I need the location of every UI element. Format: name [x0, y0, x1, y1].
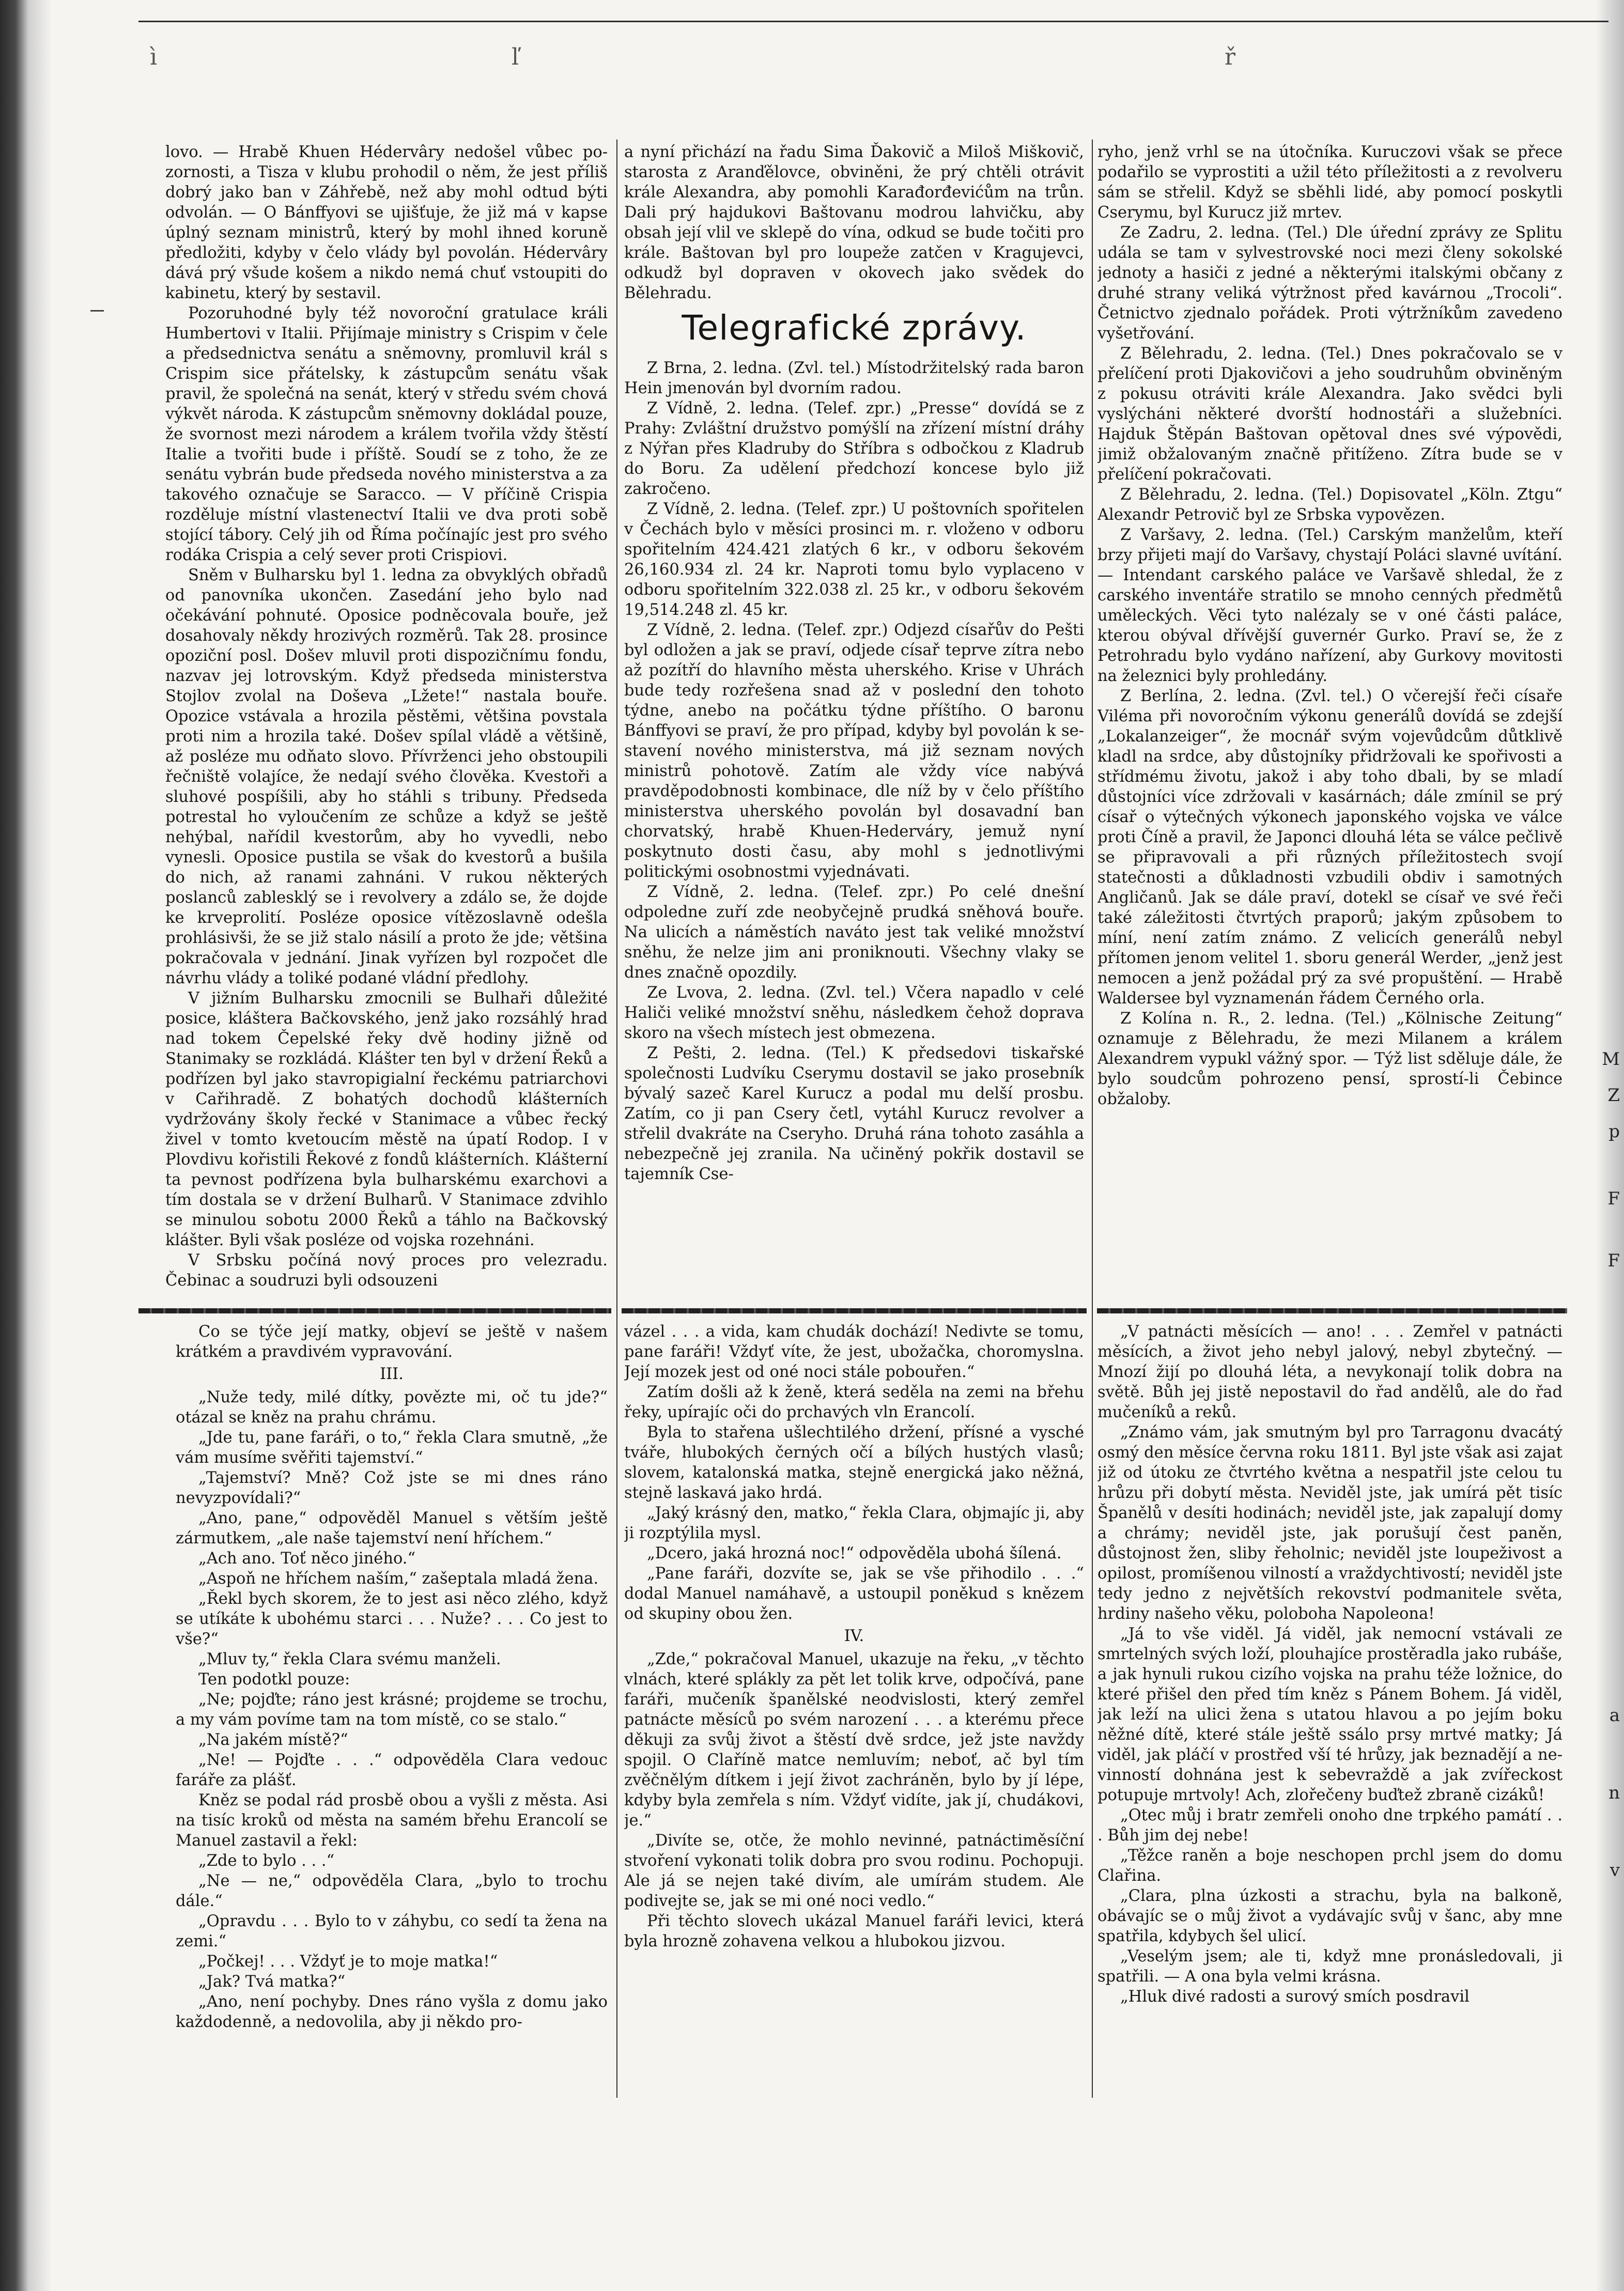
edge-fragment: v — [1610, 1860, 1620, 1881]
paragraph: a nyní přichází na řadu Sima Ďakovič a Miloš Miškovič, starosta z Aranďělovce, obviněni, že prý chtěli otrávit krále Alexandra, aby pomohli Karađorđevićům na trůn. Dali prý hajdukovi Baštovanu modrou lahvičku, aby obsah její vlil ve sklepě do vína, odkud se bude točiti pro krále. Baštovan byl pro loupeže zatčen v Kragujevci, odkudž byl dopraven v okovech jako svědek do Bělehradu. — [624, 143, 1084, 302]
paragraph: „Jde tu, pane faráři, o to,“ řekla Clara smutně, „že vám musíme svěřiti tajemství.“ — [176, 1429, 608, 1467]
paragraph: lovo. — Hrabě Khuen Hédervâry nedošel vůbec pozornosti, a Tisza v klubu prohodil o něm, že jest příliš dobrý jako ban v Záhřebě, než aby mohl odtud býti odvolán. — O Bánffyovi se ujišťuje, že již má v kapse úplný seznam ministrů, který by mohl ihned koruně předložiti, kdyby v čelo vlády byl povolán. Hédervâry dává prý všude košem a nikdo nemá chuť vstoupiti do kabinetu, který by sestavil. — [165, 143, 608, 302]
paragraph: Zatím došli až k ženě, která seděla na zemi na břehu řeky, upírajíc oči do prchavých vln Erancolí. — [624, 1383, 1084, 1421]
edge-fragment: p — [1608, 1121, 1620, 1142]
margin-mark-2: ľ — [512, 44, 519, 70]
paragraph: „Na jakém místě?“ — [198, 1731, 348, 1749]
paragraph: Z Kolína n. R., 2. ledna. (Tel.) „Kölnische Zeitung“ oznamuje z Bělehradu, že mezi Milanem a králem Alexandrem vypukl vážný spor. — Týž list sděluje dále, že bylo soudcům pohrozeno pensí, sprostí-li Čebince obžaloby. — [1097, 1010, 1563, 1108]
edge-fragment: n — [1608, 1783, 1620, 1803]
margin-mark-3: ř — [1225, 44, 1236, 70]
paragraph: Ze Lvova, 2. ledna. (Zvl. tel.) Včera napadlo v celé Haliči veliké množství sněhu, následkem čehož doprava skoro na všech místech jest obmezena. — [624, 984, 1084, 1042]
paragraph: „Otec můj i bratr zemřeli onoho dne trpkého památí . . . Bůh jim dej nebe! — [1097, 1806, 1563, 1845]
edge-fragment: Z — [1607, 1085, 1620, 1106]
paragraph: „Tajemství? Mně? Což jste se mi dnes ráno nevyzpovídali?“ — [176, 1469, 608, 1507]
paragraph: Co se týče její matky, objeví se ještě v našem krátkém a pravdivém vypravování. — [176, 1323, 608, 1361]
column-3-top — [1097, 142, 1563, 1302]
paragraph: „Jak? Tvá matka?“ — [198, 1973, 346, 1991]
paragraph: „Pane faráři, dozvíte se, jak se vše přihodilo . . .“ dodal Manuel namáhavě, a ustoupil poněkud s knězem od skupiny obou žen. — [624, 1565, 1084, 1623]
paragraph: „Veselým jsem; ale ti, když mne pronásledovali, ji spatřili. — A ona byla velmi krásna. — [1097, 1947, 1563, 1986]
binding-gutter — [0, 0, 52, 2291]
paragraph: Byla to stařena ušlechtilého držení, přísné a vysché tváře, hlubokých černých očí a bílých hustých vlasů; slovem, katalonská matka, stejně energická jako něžná, stejně laskavá jako hrdá. — [624, 1423, 1084, 1502]
paragraph: Ten podotkl pouze: — [198, 1670, 350, 1689]
paragraph: „Hluk divé radosti a surový smích posdravil — [1120, 1988, 1470, 2006]
article-continuation — [624, 142, 1084, 303]
margin-dash — [90, 310, 104, 312]
feuilleton-intro — [176, 1322, 608, 1362]
telegraf-items — [624, 358, 1084, 1184]
paragraph: „Ne; pojďte; ráno jest krásné; projdeme se trochu, a my vám povíme tam na tom místě, co se stalo.“ — [176, 1691, 608, 1729]
paragraph: „Zde,“ pokračoval Manuel, ukazuje na řeku, „v těchto vlnách, které splákly za pět let tolik krve, odpočívá, pane faráři, mučeník španělské neodvislosti, který zemřel patnácte měsíců po svém narození . . . a kterému přece děkuji za svůj život a štěstí dvě srdce, jež jste navždy spojil. O Claříně matce nemluvím; neboť, ač byl tím zvěčnělým dítkem i její život zachráněn, bylo by jí lépe, kdyby byla zemřela s ním. Vždyť vidíte, jak jí, chudákovi, je.“ — [624, 1650, 1084, 1830]
paragraph: Ze Zadru, 2. ledna. (Tel.) Dle úřední zprávy ze Splitu udála se tam v sylvestrovské noci mezi členy sokolské jednoty a hasiči z jedné a některými italskými občany z druhé strany veliká výtržnost před kavárnou „Trocoli“. Četnictvo zjednalo pořádek. Proti výtržníkům zavedeno vyšetřování. — [1097, 224, 1563, 343]
paragraph: Z Bělehradu, 2. ledna. (Tel.) Dnes pokračovalo se v přelíčení proti Djakovičovi a jeho soudruhům obviněným z pokusu otráviti krále Alexandra. Jako svědci byli vyslýcháni některé dvorští hodnostáři a služebníci. Hajduk Štěpán Baštovan opětoval dnes své výpovědi, jimiž obžalovaným značně přitíženo. Zítra bude se v přelíčení pokračovati. — [1097, 345, 1563, 484]
paragraph: Sněm v Bulharsku byl 1. ledna za obvyklých obřadů od panovníka ukončen. Zasedání jeho bylo nad očekávání pohnuté. Oposice podněcovala bouře, jež dosahovaly někdy hrozivých rozměrů. Tak 28. prosince opoziční posl. Došev mluvil proti dispozičnímu fondu, nazvav jej lotrovským. Když předseda ministerstva Stojlov zvolal na Doševa „Lžete!“ nastala bouře. Opozice vstávala a hrozila pěstěmi, většina povstala proti nim a hrozila také. Došev spílal vládě a většině, až posléze mu odňato slovo. Přívrženci jeho obstoupili řečniště volajíce, že nedají svého člověka. Kvestoři a sluhové pospíšili, aby ho stáhli s tribuny. Předseda potrestal ho vyloučením ze schůze a když se ještě nehýbal, nařídil kvestorům, aby ho vyvedli, nebo vynesli. Oposice pustila se však do kvestorů a bušila do nich, až ranami zahnáni. V rukou některých poslanců zablesklý se i revolvery a zdálo se, že dojde ke krveprolití. Posléze oposice vítězoslavně odešla prohlásivši, že se již stalo násilí a proto že jde; většina pokračovala v jednání. Jinak vyřízen byl rozpočet dle návrhu vlády a toliké podané vládní předlohy. — [165, 566, 608, 987]
chapter-4-heading: IV. — [844, 1627, 864, 1645]
paragraph: Při těchto slovech ukázal Manuel faráři levici, která byla hrozně zohavena velkou a hlubokou jizvou. — [624, 1912, 1084, 1951]
feuilleton-rule-1 — [138, 1308, 611, 1313]
paragraph: „Já to vše viděl. Já viděl, jak nemocní vstávali ze smrtelných svých loží, plouhajíce prostěradla jako rubáše, a jak hynuli rukou cizího vojska na prahu téže ložnice, do které přišel den před tím kněz s Pánem Bohem. Já viděl, jak leží na ulici žena s utatou hlavou a po jejím boku něžné dítě, které stále ještě ssálo prsy mrtvé matky; Já viděl, jak pláčí v prostřed vší té hrůzy, jak beznadějí a nevinností dohnána jest k sebevraždě a jak zvířeckost potupuje mrtvoly! Ach, zlořečeny buďtež zbraně cizáků! — [1097, 1625, 1563, 1804]
page-edge-right — [1596, 0, 1624, 2291]
paragraph: „Řekl bych skorem, že to jest asi něco zlého, když se utíkáte k ubohému starci . . . Nuže? . . . Co jest to vše?“ — [176, 1590, 608, 1648]
margin-mark-1: ì — [150, 44, 158, 70]
column-3-bottom — [1097, 1322, 1563, 2097]
paragraph: „Známo vám, jak smutným byl pro Tarragonu dvacátý osmý den měsíce června roku 1811. Byl jste však asi zajat již od útoku ze čtvrtého května a nespatřil jste celou tu hrůzu při dobytí města. Neviděl jste, jak umírá pět tisíc Španělů v desíti hodinách; neviděl jste, jak zapalují domy a chrámy; neviděl jste, jak porušují čest paněn, důstojnost žen, sliby řeholnic; neviděl jste loupeživost a opilost, promíšenou vilností a vraždychtivostí; neviděl jste tedy jedno z největších rekovství podmanitele světa, hrdiny našeho věku, poloboha Napoleona! — [1097, 1423, 1563, 1623]
column-2-top — [624, 142, 1084, 1302]
paragraph: „Divíte se, otče, že mohlo nevinné, patnáctiměsíční stvoření vykonati tolik dobra pro svou rodinu. Pochopuji. Ale já se nejen také divím, ale umírám studem. Ale podivejte se, jak se mi oné noci vedlo.“ — [624, 1832, 1084, 1910]
paragraph: ryho, jenž vrhl se na útočníka. Kuruczovi však se přece podařilo se vyprostiti a užil této příležitosti a z revolveru sám se střelil. Když se sběhli lidé, aby pomocí poskytli Cserymu, byl Kurucz již mrtev. — [1097, 143, 1563, 222]
paragraph: „Ano, není pochyby. Dnes ráno vyšla z domu jako každodenně, a nedovolila, aby ji někdo pro- — [176, 1993, 608, 2031]
paragraph: „Aspoň ne hříchem naším,“ zašeptala mladá žena. — [198, 1570, 599, 1588]
edge-fragment: F — [1607, 1188, 1620, 1209]
top-rule — [138, 21, 1608, 22]
paragraph: „Počkej! . . . Vždyť je to moje matka!“ — [198, 1953, 498, 1971]
paragraph: Z Vídně, 2. ledna. (Telef. zpr.) Odjezd císařův do Pešti byl odložen a jak se praví, odjede císař teprve zítra nebo až pozítří do hlavního města uherského. Krise v Uhrách bude tedy rozřešena snad až v poslední den tohoto týdne, anebo na počátku týdne příštího. O baronu Bánffyovi se praví, že pro případ, kdyby byl povolán k sestavení nového ministerstva, má již seznam nových ministrů pohotově. Zatím ale vždy více nabývá pravděpodobnosti kombinace, dle níž by v čelo příštího ministerstva uherského povolán byl dosavadní ban chorvatský, hrabě Khuen-Hederváry, jemuž nyní poskytnuto dosti času, aby mohl s jednotlivými politickými osobnostmi vyjednávati. — [624, 621, 1084, 881]
feuilleton-rule-2 — [622, 1308, 1087, 1313]
paragraph: Z Varšavy, 2. ledna. (Tel.) Carským manželům, kteří brzy přijeti mají do Varšavy, chystají Poláci slavné uvítání. — Intendant carského paláce ve Varšavě shledal, že z carského inventáře stratilo se mnoho cenných předmětů uměleckých. Věci tyto nalézaly se v oné části paláce, kterou obýval dřívější guvernér Gurko. Praví se, že z Petrohradu bylo vydáno nařízení, aby Gurkovy movitosti na železnici byly prohledány. — [1097, 526, 1563, 685]
paragraph: „Zde to bylo . . .“ — [198, 1852, 335, 1870]
paragraph: Kněz se podal rád prosbě obou a vyšli z města. Asi na tisíc kroků od města na samém břehu Erancolí se Manuel zastavil a řekl: — [176, 1791, 608, 1850]
paragraph: V Srbsku počíná nový proces pro velezradu. Čebinac a soudruzi byli odsouzeni — [165, 1251, 608, 1290]
paragraph: Z Berlína, 2. ledna. (Zvl. tel.) O včerejší řeči císaře Viléma při novoročním výkonu generálů dovídá se zdejší „Lokalanzeiger“, že mocnář svým vojevůdcům důtklivě kladl na srdce, aby důstojníky přidržovali ke spořivosti a střídmému životu, jakož i aby toho dbali, by se mladí důstojníci více zdržovali v kasárnách; dále zmínil se prý císař o výtečných výkonech japonského vojska ve válce proti Číně a pravil, že Japonci dlouhá léta se válce pečlivě se připravovali a při různých příležitostech svojí statečnosti a důkladnosti vzbudili obdiv i samotných Angličanů. Jak se dále praví, dotekl se císař ve své řeči také záležitosti čtvrtých praporů; jakým způsobem to míní, není zatím známo. Z velicích generálů nebyl přítomen jenom velitel 1. sboru generál Werder, „jenž jest nemocen a jenž požádal prý za své propuštění. — Hrabě Waldersee byl vyznamenán řádem Černého orla. — [1097, 687, 1563, 1008]
paragraph: „Ne! — Pojďte . . .“ odpověděla Clara vedouc faráře za plášť. — [176, 1751, 608, 1789]
paragraph: „Ach ano. Toť něco jiného.“ — [198, 1550, 416, 1568]
column-rule-2 — [1092, 140, 1093, 2098]
feuilleton-chapter-4 — [624, 1649, 1084, 1952]
paragraph: „Těžce raněn a boje neschopen prchl jsem do domu Clařina. — [1097, 1847, 1563, 1885]
edge-fragment: F — [1607, 1250, 1620, 1271]
paragraph: Z Bělehradu, 2. ledna. (Tel.) Dopisovatel „Köln. Ztgu“ Alexandr Petrovič byl ze Srbska vypovězen. — [1097, 486, 1563, 524]
paragraph: „V patnácti měsících — ano! . . . Zemřel v patnácti měsících, a život jeho nebyl jalový, nebyl zbytečný. — Mnozí žijí po dlouhá léta, a nevykonají tolik dobra na světě. Bůh jej jistě nepostavil do řad andělů, ale do řad mučeníků a reků. — [1097, 1323, 1563, 1421]
edge-fragment: M — [1602, 1049, 1620, 1070]
paragraph: „Dcero, jaká hrozná noc!“ odpověděla ubohá šílená. — [647, 1544, 1062, 1562]
paragraph: Z Vídně, 2. ledna. (Telef. zpr.) Po celé dnešní odpoledne zuří zde neobyčejně prudká sněhová bouře. Na ulicích a náměstích naváto jest tak veliké množství sněhu, že nelze jim ani proniknouti. Všechny vlaky se dnes značně opozdily. — [624, 883, 1084, 982]
feuilleton-rule-3 — [1097, 1308, 1567, 1313]
column-1-bottom — [176, 1322, 608, 2097]
feuilleton-chapter-3 — [176, 1387, 608, 2032]
telegraf-heading: Telegrafické zprávy. — [682, 308, 1027, 348]
paragraph: Z Pešti, 2. ledna. (Tel.) K předsedovi tiskařské společnosti Ludvíku Cserymu dostavil se jako prosebník bývalý sazeč Karel Kurucz a podal mu delší prosbu. Zatím, co ji pan Csery četl, vytáhl Kurucz revolver a střelil dvakráte na Cseryho. Druhá rána tohoto zasáhla a nebezpečně jej zranila. Na učiněný pokřik dostavil se tajemník Cse- — [624, 1044, 1084, 1183]
column-2-bottom — [624, 1322, 1084, 2097]
paragraph: „Nuže tedy, milé dítky, povězte mi, oč tu jde?“ otázal se kněz na prahu chrámu. — [176, 1388, 608, 1427]
paragraph: „Ano, pane,“ odpověděl Manuel s větším ještě zármutkem, „ale naše tajemství není hříchem.“ — [176, 1509, 608, 1547]
paragraph: „Mluv ty,“ řekla Clara svému manželi. — [198, 1650, 501, 1668]
paragraph: Pozoruhodné byly též novoroční gratulace králi Humbertovi v Italii. Přijímaje ministry s Crispim v čele a předsednictva senátu a sněmovny, promluvil král s Crispim sice přátelsky, k zástupcům senátu však pravil, že společná na senát, který v středu svém chová výkvět národa. K zástupcům sněmovny dokládal pouze, že svornost mezi národem a králem tvořila vždy štěstí Italie a tvořiti bude i příště. Soudí se z toho, že ze senátu vybrán bude předseda nového ministerstva a za takového označuje se Saracco. — V příčině Crispia rozděluje místní vlastenectví Italii ve dva proti sobě stojící tábory. Celý jih od Říma počínajíc jest pro svého rodáka Crispia a celý sever proti Crispiovi. — [165, 304, 608, 564]
paragraph: vázel . . . a vida, kam chudák dochází! Nedivte se tomu, pane faráři! Vždyť víte, že jest, ubožačka, choromyslna. Její mozek jest od oné noci stále pobouřen.“ — [624, 1323, 1084, 1381]
chapter-3-heading: III. — [380, 1365, 404, 1383]
paragraph: „Jaký krásný den, matko,“ řekla Clara, objmajíc ji, aby ji rozptýlila mysl. — [624, 1504, 1084, 1542]
feuilleton-continuation — [624, 1322, 1084, 1624]
paragraph: Z Vídně, 2. ledna. (Telef. zpr.) U poštovních spořitelen v Čechách bylo v měsíci prosinci m. r. vloženo v odboru spořitelním 424.421 zlatých 6 kr., v odboru šekovém 26,160.934 zl. 24 kr. Naproti tomu bylo vyplaceno v odboru spořitelním 322.038 zl. 25 kr., v odboru šekovém 19,514.248 zl. 45 kr. — [624, 500, 1084, 619]
paragraph: „Ne — ne,“ odpověděla Clara, „bylo to trochu dále.“ — [176, 1872, 608, 1910]
edge-fragment: a — [1609, 1705, 1620, 1726]
paragraph: Z Vídně, 2. ledna. (Telef. zpr.) „Presse“ dovídá se z Prahy: Zvláštní družstvo pomýšlí na zřízení místní dráhy z Nýřan přes Kladruby do Stříbra s odbočkou z Kladrub do Boru. Za udělení předchozí koncese bylo již zakročeno. — [624, 399, 1084, 498]
paragraph: „Opravdu . . . Bylo to v záhybu, co sedí ta žena na zemi.“ — [176, 1912, 608, 1951]
paragraph: Z Brna, 2. ledna. (Zvl. tel.) Místodržitelský rada baron Hein jmenován byl dvorním radou. — [624, 359, 1084, 397]
paragraph: „Clara, plna úzkosti a strachu, byla na balkoně, obávajíc se o můj život a vydávajíc svůj v šanc, aby mne spatřila, kdybych šel ulicí. — [1097, 1887, 1563, 1945]
column-1-top — [165, 142, 608, 1302]
paragraph: V jižním Bulharsku zmocnili se Bulhaři důležité posice, kláštera Bačkovského, jenž jako rozsáhlý hrad nad tokem Čepelské řeky dvě hodiny jižně od Stanimaky se rozkládá. Klášter ten byl v držení Řeků a podřízen byl jako stavropigialní řeckému patriarchovi v Cařihradě. Z bohatých dochodů klášterních vydržovány školy řecké v Stanimace a vůbec řecký živel v tomto kvetoucím městě na úpatí Rodop. I v Plovdivu kořistili Řekové z fondů klášterních. Klášterní ta pevnost podřízena byla bulharskému exarchovi a tím dostala se v držení Bulharů. V Stanimace zdvihlo se minulou sobotu 2000 Řeků a táhlo na Bačkovský klášter. Byli však posléze od vojska rozehnáni. — [165, 989, 608, 1249]
column-rule-1 — [616, 140, 617, 2098]
